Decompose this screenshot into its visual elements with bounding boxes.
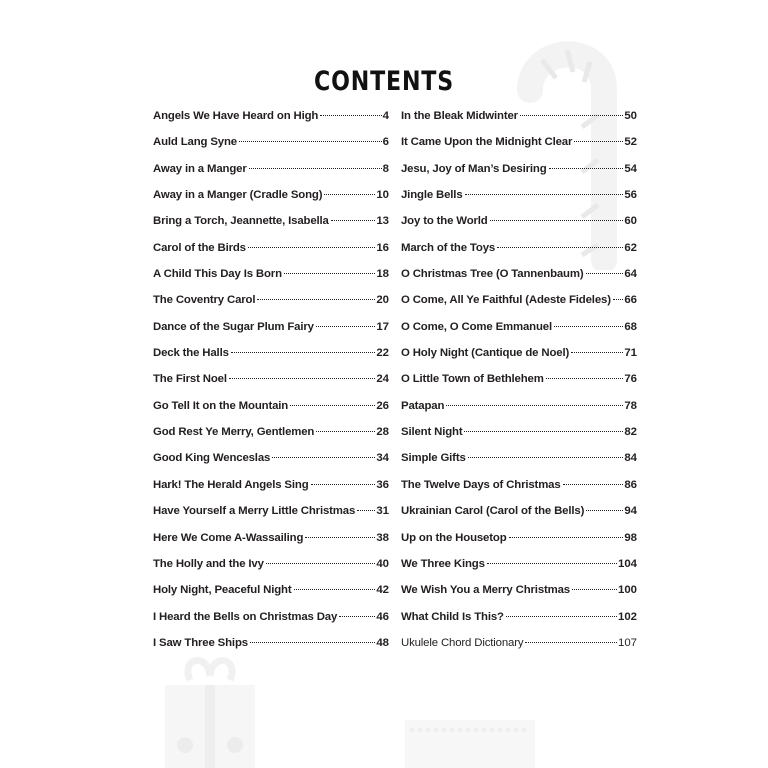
toc-entry [401, 238, 637, 264]
dot-leader [546, 378, 624, 379]
dot-leader [229, 378, 375, 379]
dot-leader [284, 273, 375, 274]
dot-leader [525, 642, 617, 643]
toc-entry [401, 396, 637, 422]
toc-entry-page-number: 71 [624, 347, 637, 360]
toc-entry-title: God Rest Ye Merry, Gentlemen [153, 426, 315, 439]
toc-entry-page-number: 17 [376, 320, 389, 333]
dot-leader [506, 616, 617, 617]
toc-entry [401, 633, 637, 659]
toc-entry-page-number: 100 [617, 584, 637, 597]
toc-entry-page-number: 76 [624, 373, 637, 386]
dot-leader [339, 616, 375, 617]
toc-entry-title: The Holly and the Ivy [153, 557, 264, 570]
dot-leader [357, 510, 375, 511]
toc-entry-page-number: 26 [376, 399, 389, 412]
toc-entry-title: Carol of the Birds [153, 241, 246, 254]
dot-leader [331, 220, 376, 221]
toc-entry-title: Go Tell It on the Mountain [153, 399, 289, 412]
dot-leader [571, 352, 623, 353]
dot-leader [563, 484, 624, 485]
toc-entry-title: What Child Is This? [401, 610, 504, 623]
toc-entry-page-number: 98 [624, 531, 637, 544]
toc-entry-page-number: 6 [382, 136, 389, 149]
toc-entry-title: March of the Toys [401, 241, 496, 254]
toc-entry [153, 211, 389, 237]
toc-entry-title: Here We Come A-Wassailing [153, 531, 304, 544]
toc-entry [401, 185, 637, 211]
toc-entry [401, 448, 637, 474]
toc-entry-page-number: 64 [624, 268, 637, 281]
toc-entry-title: Ukrainian Carol (Carol of the Bells) [401, 505, 585, 518]
toc-entry-page-number: 46 [376, 610, 389, 623]
toc-entry-title: Have Yourself a Merry Little Christmas [153, 505, 356, 518]
dot-leader [231, 352, 376, 353]
toc-entry-page-number: 60 [624, 215, 637, 228]
toc-entry-page-number: 56 [624, 189, 637, 202]
toc-entry-title: Ukulele Chord Dictionary [401, 636, 524, 649]
toc-entry [401, 528, 637, 554]
toc-entry [153, 369, 389, 395]
dot-leader [487, 563, 617, 564]
toc-entry-title: I Heard the Bells on Christmas Day [153, 610, 338, 623]
dot-leader [248, 247, 375, 248]
toc-entry-title: O Come, All Ye Faithful (Adeste Fideles) [401, 294, 611, 307]
toc-entry [401, 343, 637, 369]
dot-leader [305, 537, 375, 538]
toc-entry-title: Up on the Housetop [401, 531, 507, 544]
dot-leader [497, 247, 623, 248]
toc-entry [401, 106, 637, 132]
toc-entry [153, 106, 389, 132]
gift-box-icon [150, 650, 270, 768]
toc-entry-page-number: 18 [376, 268, 389, 281]
toc-entry [153, 501, 389, 527]
page-title: CONTENTS [314, 66, 454, 97]
toc-entry-title: Jesu, Joy of Man’s Desiring [401, 162, 547, 175]
toc-entry [153, 554, 389, 580]
toc-entry-title: O Christmas Tree (O Tannenbaum) [401, 268, 584, 281]
toc-entry-page-number: 13 [376, 215, 389, 228]
toc-entry-title: Joy to the World [401, 215, 488, 228]
toc-entry [401, 132, 637, 158]
toc-entry [401, 580, 637, 606]
toc-entry-title: O Come, O Come Emmanuel [401, 320, 552, 333]
toc-entry-page-number: 84 [624, 452, 637, 465]
toc-entry-page-number: 38 [376, 531, 389, 544]
toc-entry-page-number: 54 [624, 162, 637, 175]
toc-entry [401, 554, 637, 580]
toc-entry-title: Bring a Torch, Jeannette, Isabella [153, 215, 329, 228]
toc-entry-page-number: 52 [624, 136, 637, 149]
toc-entry [153, 607, 389, 633]
toc-entry-page-number: 104 [617, 557, 637, 570]
toc-entry-title: Simple Gifts [401, 452, 466, 465]
toc-entry-title: Good King Wenceslas [153, 452, 271, 465]
toc-entry [401, 211, 637, 237]
toc-entry-title: O Holy Night (Cantique de Noel) [401, 347, 570, 360]
toc-entry [153, 290, 389, 316]
toc-entry-page-number: 28 [376, 426, 389, 439]
toc-entry-page-number: 66 [624, 294, 637, 307]
dot-leader [520, 115, 623, 116]
dot-leader [239, 141, 382, 142]
toc-entry-page-number: 42 [376, 584, 389, 597]
toc-entry-title: The Coventry Carol [153, 294, 256, 307]
dot-leader [316, 326, 375, 327]
toc-entry-title: Away in a Manger (Cradle Song) [153, 189, 323, 202]
toc-entry-page-number: 36 [376, 478, 389, 491]
toc-entry [153, 317, 389, 343]
dot-leader [290, 405, 375, 406]
toc-entry-title: In the Bleak Midwinter [401, 110, 518, 122]
toc-entry [153, 132, 389, 158]
toc-entry [153, 396, 389, 422]
toc-entry-page-number: 68 [624, 320, 637, 333]
toc-left-column [153, 106, 389, 659]
toc-entry [153, 343, 389, 369]
toc-entry-page-number: 102 [617, 610, 637, 623]
dot-leader [509, 537, 624, 538]
dot-leader [572, 589, 617, 590]
toc-entry-title: Silent Night [401, 426, 463, 439]
toc-entry-page-number: 20 [376, 294, 389, 307]
gift-box-icon [395, 700, 545, 768]
toc-entry-title: We Wish You a Merry Christmas [401, 584, 570, 597]
toc-entry-title: Auld Lang Syne [153, 136, 237, 149]
toc-entry-page-number: 10 [376, 189, 389, 202]
toc-entry [153, 580, 389, 606]
toc-entry [401, 422, 637, 448]
toc-entry [153, 448, 389, 474]
dot-leader [549, 168, 624, 169]
toc-entry-title: Holy Night, Peaceful Night [153, 584, 292, 597]
toc-entry-page-number: 48 [376, 636, 389, 649]
toc-entry-title: O Little Town of Bethlehem [401, 373, 544, 386]
toc-right-column [401, 106, 637, 659]
dot-leader [311, 484, 376, 485]
dot-leader [250, 642, 375, 643]
toc-entry-title: Patapan [401, 399, 445, 412]
toc-entry-page-number: 4 [382, 110, 389, 122]
toc-entry-title: Hark! The Herald Angels Sing [153, 478, 309, 491]
dot-leader [613, 299, 623, 300]
dot-leader [316, 431, 375, 432]
toc-entry-page-number: 24 [376, 373, 389, 386]
toc-entry-page-number: 40 [376, 557, 389, 570]
toc-entry [153, 475, 389, 501]
toc-entry-page-number: 8 [382, 162, 389, 175]
dot-leader [574, 141, 623, 142]
toc-entry [153, 159, 389, 185]
toc-entry [153, 633, 389, 659]
toc-entry-page-number: 31 [376, 505, 389, 518]
toc-entry-page-number: 22 [376, 347, 389, 360]
toc-entry-title: Dance of the Sugar Plum Fairy [153, 320, 314, 333]
dot-leader [554, 326, 623, 327]
toc-entry [153, 264, 389, 290]
dot-leader [468, 457, 624, 458]
toc-entry-title: Jingle Bells [401, 189, 463, 202]
toc-entry-title: Angels We Have Heard on High [153, 110, 319, 122]
toc-entry [153, 528, 389, 554]
toc-entry [401, 264, 637, 290]
dot-leader [294, 589, 376, 590]
dot-leader [324, 194, 375, 195]
toc-entry [401, 501, 637, 527]
toc-entry-page-number: 82 [624, 426, 637, 439]
dot-leader [464, 431, 623, 432]
toc-entry [401, 607, 637, 633]
toc-entry-page-number: 78 [624, 399, 637, 412]
toc-entry [401, 369, 637, 395]
toc-entry-title: Away in a Manger [153, 162, 247, 175]
dot-leader [272, 457, 375, 458]
toc-entry [401, 159, 637, 185]
toc-entry-title: I Saw Three Ships [153, 636, 248, 649]
toc-entry-page-number: 107 [617, 636, 637, 649]
toc-entry-title: The Twelve Days of Christmas [401, 478, 561, 491]
toc-entry [153, 185, 389, 211]
toc-entry-page-number: 34 [376, 452, 389, 465]
toc-entry-page-number: 94 [624, 505, 637, 518]
dot-leader [320, 115, 381, 116]
toc-entry-page-number: 50 [624, 110, 637, 122]
toc-entry-page-number: 62 [624, 241, 637, 254]
toc-entry-title: Deck the Halls [153, 347, 229, 360]
dot-leader [446, 405, 623, 406]
toc-entry-page-number: 86 [624, 478, 637, 491]
toc-entry-title: The First Noel [153, 373, 227, 386]
toc-entry-page-number: 16 [376, 241, 389, 254]
dot-leader [465, 194, 624, 195]
toc-entry [153, 238, 389, 264]
toc-entry [401, 290, 637, 316]
toc-entry [401, 317, 637, 343]
toc-entry [153, 422, 389, 448]
toc-entry-title: We Three Kings [401, 557, 485, 570]
dot-leader [249, 168, 382, 169]
toc-entry-title: It Came Upon the Midnight Clear [401, 136, 573, 149]
dot-leader [257, 299, 375, 300]
toc-entry-title: A Child This Day Is Born [153, 268, 282, 281]
dot-leader [490, 220, 624, 221]
dot-leader [266, 563, 376, 564]
dot-leader [586, 273, 624, 274]
toc-entry [401, 475, 637, 501]
dot-leader [586, 510, 623, 511]
